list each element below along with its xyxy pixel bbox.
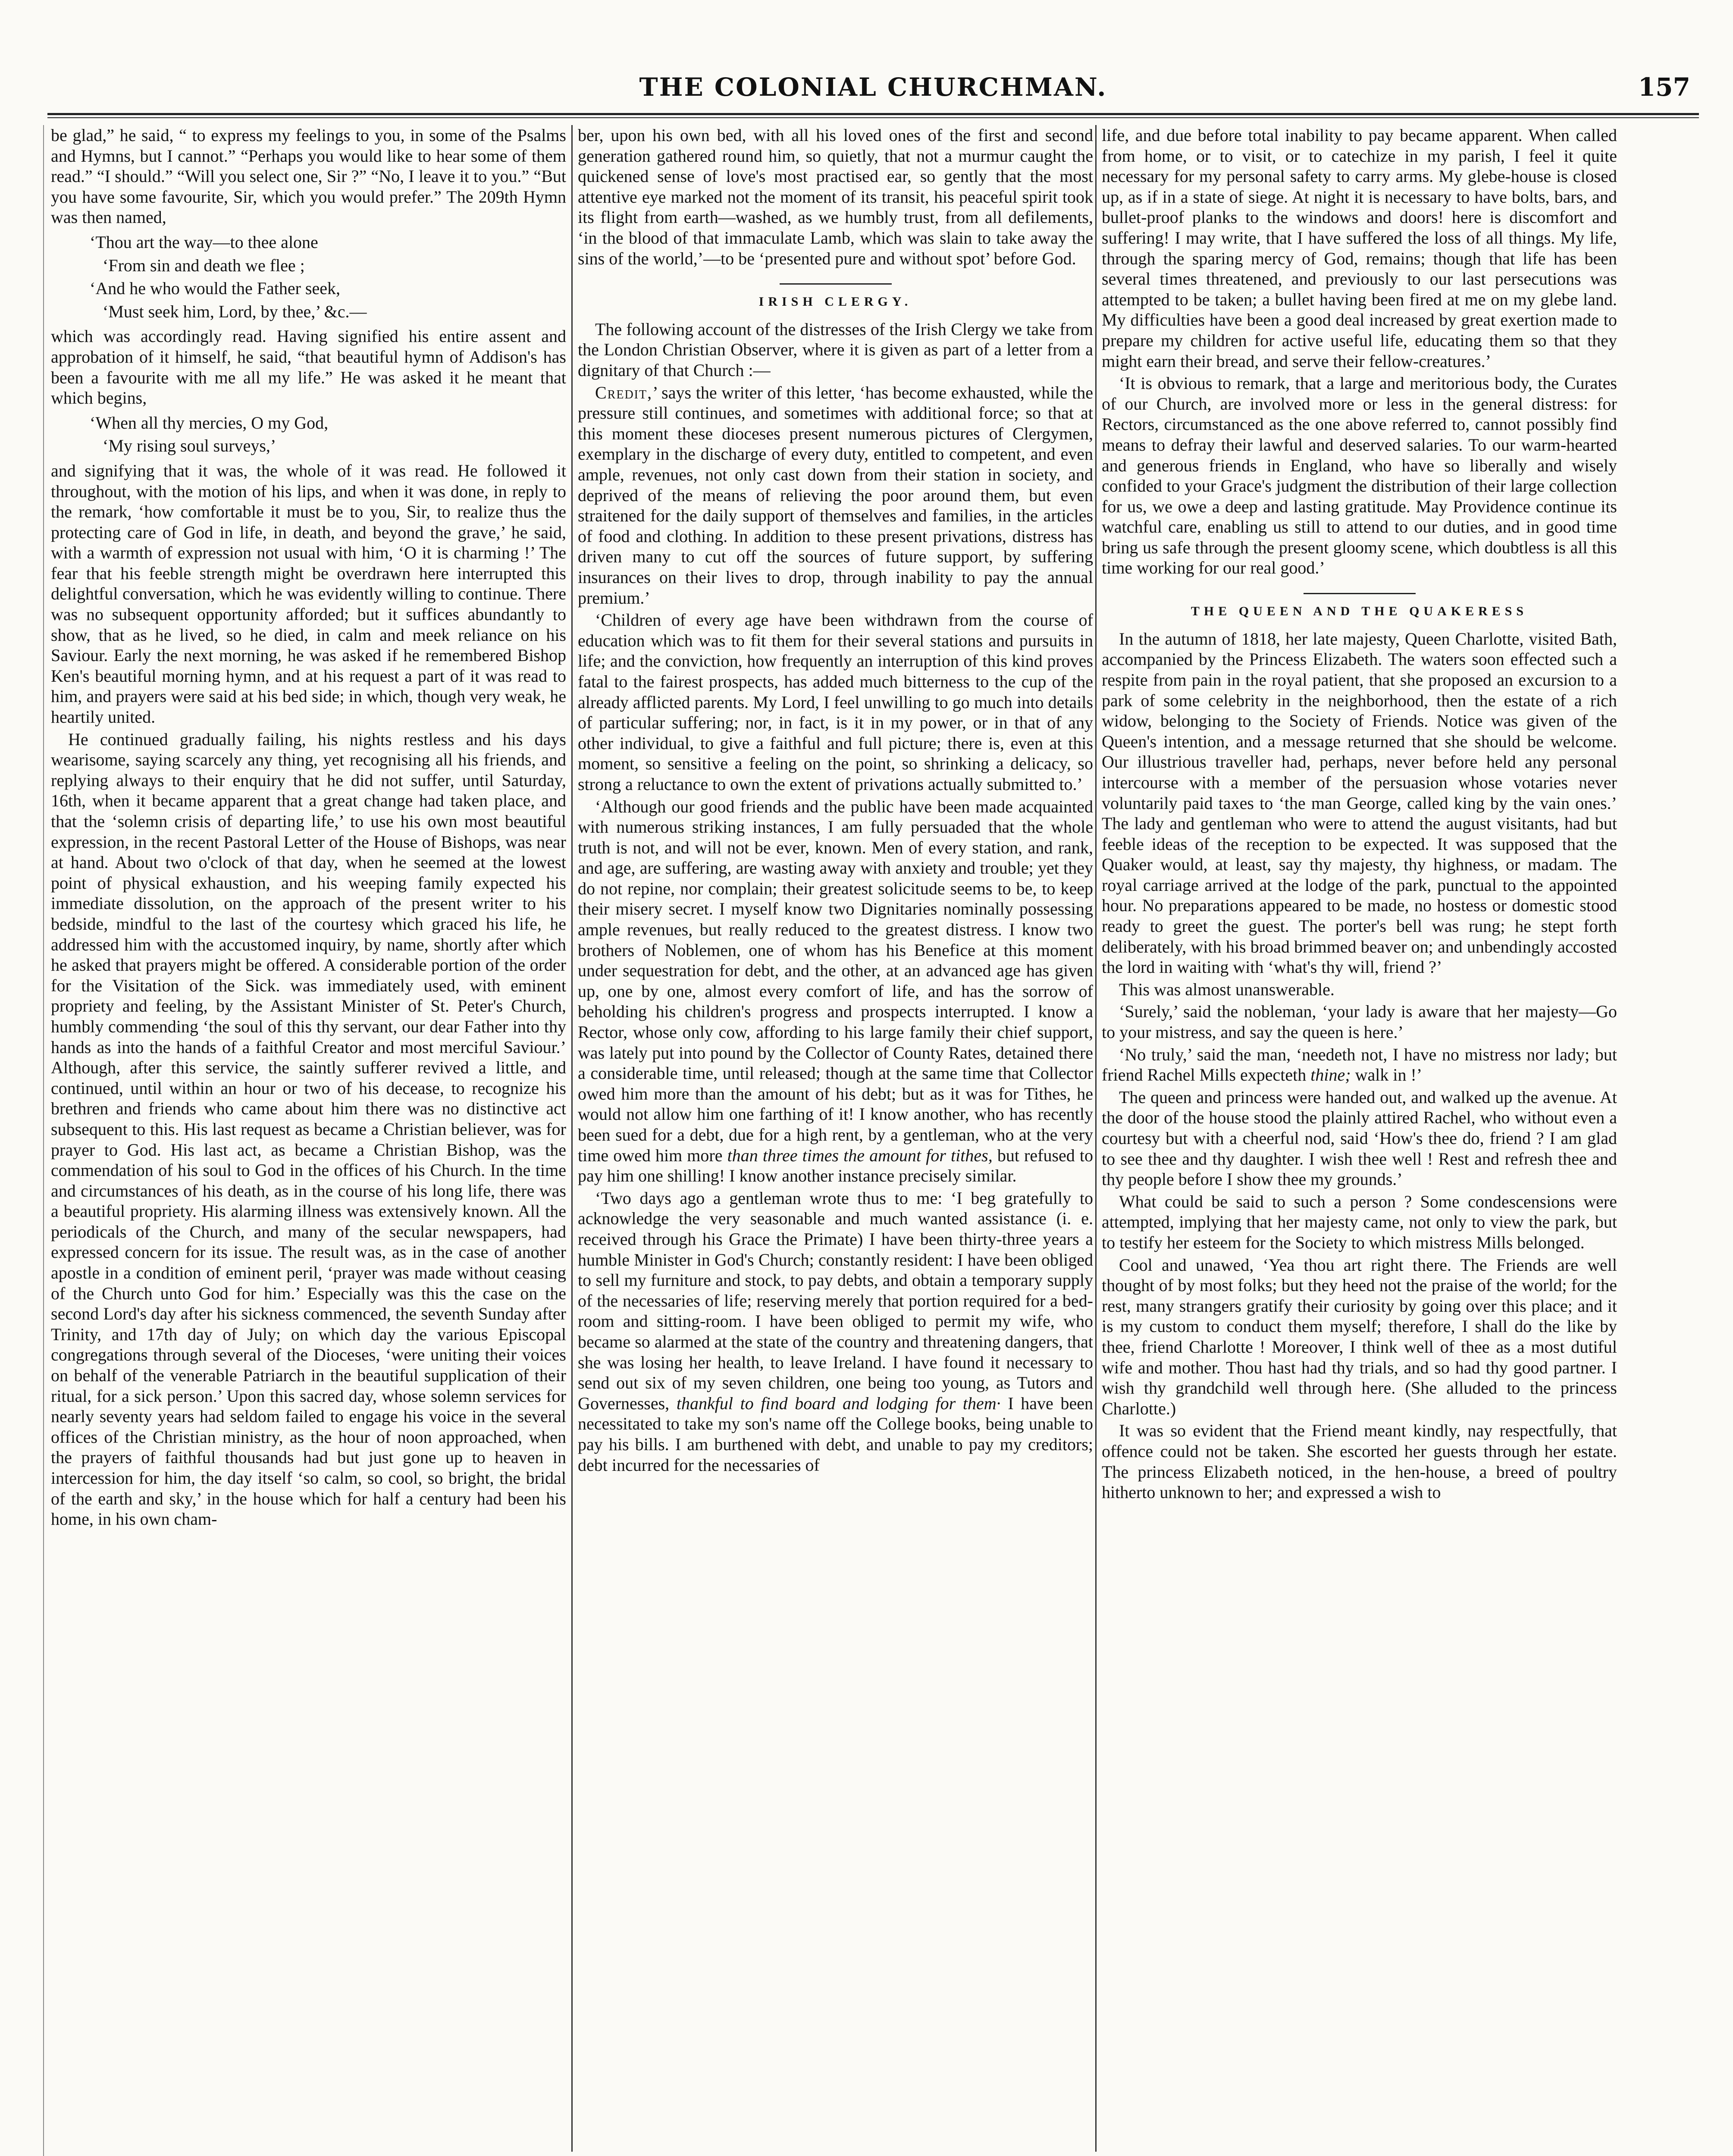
column-1 <box>51 125 566 2156</box>
column-divider-1 <box>571 125 573 2152</box>
page-header <box>47 65 1699 116</box>
header-rule <box>47 113 1699 115</box>
paragraph: ‘Surely,’ said the nobleman, ‘your lady is aware that her majesty—Go to your mistress, and say the queen is here.’ <box>1102 1002 1617 1042</box>
italic-text: thine; <box>1306 1065 1351 1085</box>
paragraph: What could be said to such a person ? Some condescensions were attempted, implying that her majesty came, not only to view the park, but to testify her esteem for the Society to which mistress Mills belonged. <box>1102 1191 1617 1252</box>
paragraph-intro: The following account of the distresses of the Irish Clergy we take from the London Christian Observer, where it is given as part of a letter from a dignitary of that Church :— <box>578 319 1093 380</box>
verse-line: ‘Thou art the way—to thee alone <box>90 232 318 252</box>
paragraph-text: walk in !’ <box>1351 1065 1423 1085</box>
verse-line: ‘And he who would the Father seek, <box>90 279 340 298</box>
column-3 <box>1102 125 1617 2156</box>
paragraph <box>1102 1044 1617 1085</box>
paragraph <box>578 1188 1093 1475</box>
paragraph-text: ‘Although our good friends and the public have been made acquainted with numerous striking instances, I am fully persuaded that the whole truth is not, and will not be ever, known. Men of every station, and rank, and age, are suffering, are wasting away with anxiety and trouble; yet they do not repine, nor complain; their greatest solicitude seems to be, to keep their misery secret. I myself know two Dignitaries nominally possessing ample revenues, but really reduced to the greatest distress. I know two brothers of Noblemen, one of whom has his Benefice at this moment under sequestration for debt, and the other, at an advanced age has given up, one by one, almost every comfort of life, and has the sorrow of beholding his children's progress and prospects interrupted. I know a Rector, whose only cow, affording to his large family their chief support, was lately put into pound by the Collector of County Rates, detained there a considerable time, until released; though at the same time that Collector owed him more than the amount of his debt; but as it was for Tithes, he would not allow him one farthing of it! I know another, who has recently been sued for a debt, due for a high rent, by a gentleman, who at the very time owed him more <box>578 796 1093 1165</box>
paragraph: be glad,” he said, “ to express my feelings to you, in some of the Psalms and Hymns, but I cannot.” “Perhaps you would like to hear some of them read.” “I should.” “Will you select one, Sir ?” “No, I leave it to you.” “But you have some favourite, Sir, which you would prefer.” The 209th Hymn was then named, <box>51 125 566 227</box>
paragraph: and signifying that it was, the whole of it was read. He followed it throughout, with the motion of his lips, and when it was done, in reply to the remark, ‘how comfortable it must be to you, Sir, to realize thus the protecting care of God in life, in death, and beyond the grave,’ he said, with a warmth of expression not usual with him, ‘O it is charming !’ The fear that his feeble strength might be overdrawn here interrupted this delightful conversation, which he was evidently willing to continue. There was no subsequent opportunity afforded; but it suffices abundantly to show, that as he lived, so he died, in calm and meek reliance on his Saviour. Early the next morning, he was asked if he remembered Bishop Ken's beautiful morning hymn, and at his request a part of it was read to him, and prayers were said at his bed side; in which, though very weak, he heartily united. <box>51 461 566 727</box>
paragraph: Cool and unawed, ‘Yea thou art right there. The Friends are well thought of by most folks; but they heed not the praise of the world; for the rest, many strangers gratify their curiosity by going over this place; and it is my custom to conduct them myself; therefore, I shall do the like by thee, friend Charlotte ! Moreover, I think well of thee as a most dutiful wife and mother. Thou hast had thy trials, and so had thy good partner. I wish thy grandchild well through here. (She alluded to the princess Charlotte.) <box>1102 1255 1617 1418</box>
verse-line: ‘From sin and death we flee ; <box>103 255 305 275</box>
section-rule <box>1304 593 1416 594</box>
section-title-queen-quakeress: THE QUEEN AND THE QUAKERESS <box>1191 604 1528 619</box>
hymn-verse-1 <box>51 232 566 322</box>
lead-word: Credit, <box>595 382 653 402</box>
header-rule-thin <box>47 117 1699 118</box>
masthead-title: THE COLONIAL CHURCHMAN. <box>639 72 1107 102</box>
paragraph <box>578 382 1093 608</box>
paragraph <box>578 796 1093 1186</box>
paragraph: ‘Children of every age have been withdrawn from the course of education which was to fit them for their several stations and pursuits in life; and the conviction, how frequently an interruption of this kind proves fatal to the fairest prospects, has added much bitterness to the cup of the already afflicted parents. My Lord, I feel unwilling to go much into details of particular suffering; nor, in fact, is it in my power, or in that of any other individual, to give a faithful and full picture; there is, even at this moment, so sensitive a feeling on the point, so shrinking a delicacy, so strong a reluctance to own the extent of privations actually submitted to.’ <box>578 610 1093 794</box>
paragraph: life, and due before total inability to pay became apparent. When called from home, or to visit, or to catechize in my parish, I feel it quite necessary for my personal safety to carry arms. My glebe-house is closed up, as if in a state of siege. At night it is necessary to have bolts, bars, and bullet-proof planks to the windows and doors! here is discomfort and suffering! I may write, that I have suffered the loss of all things. My life, through the sparing mercy of God, remains; though that life has been several times threatened, and previously to our last persecutions was attempted to be taken; a bullet having been fired at me on my glebe land. My difficulties have been a good deal increased by great exertion made to prepare my children for active useful life, educating them so that they might earn their bread, and serve their fellow-creatures.’ <box>1102 125 1617 371</box>
italic-text: thankful to find board and lodging for them· <box>669 1393 1001 1413</box>
section-title-irish-clergy: IRISH CLERGY. <box>758 295 912 309</box>
paragraph-text: ‘Two days ago a gentleman wrote thus to me: ‘I beg gratefully to acknowledge the very seasonable and much wanted assistance (i. e. received through his Grace the Primate) I have been thirty-three years a humble Minister in God's Church; constantly resident: I have been obliged to sell my furniture and stock, to pay debts, and obtain a temporary supply of the necessaries of life; reserving merely that portion required for a bed-room and sitting-room. I have been obliged to permit my wife, who became so alarmed at the state of the country and threatening dangers, that she was losing her health, to leave Ireland. I have found it necessary to send out six of my seven children, one being too young, as Tutors and Governesses, <box>578 1188 1093 1413</box>
paragraph-text: I have been necessitated to take my son's name off the College books, being unable to pay his bills. I am burthened with debt, and unable to pay my creditors; debt incurred for the necessaries of <box>578 1393 1093 1475</box>
column-2 <box>578 125 1093 2156</box>
verse-line: ‘Must seek him, Lord, by thee,’ &c.— <box>103 301 367 321</box>
paragraph: It was so evident that the Friend meant kindly, nay respectfully, that offence could not be taken. She escorted her guests through her estate. The princess Elizabeth noticed, in the hen-house, a breed of poultry hitherto unknown to her; and expressed a wish to <box>1102 1421 1617 1502</box>
page-number: 157 <box>1638 72 1690 102</box>
verse-line: ‘My rising soul surveys,’ <box>103 436 276 456</box>
paragraph: ber, upon his own bed, with all his loved ones of the first and second generation gathered round him, so quietly, that not a murmur caught the quickened sense of love's most practised ear, so gently that the most attentive eye marked not the moment of its transit, his peaceful spirit took its flight from earth—washed, as we humbly trust, from all defilements, ‘in the blood of that immaculate Lamb, which was slain to take away the sins of the world,’—to be ‘presented pure and without spot’ before God. <box>578 125 1093 268</box>
paragraph: This was almost unanswerable. <box>1119 979 1335 999</box>
column-divider-2 <box>1095 125 1097 2152</box>
paragraph-text: but refused to pay him one shilling! I know another instance precisely similar. <box>578 1145 1093 1186</box>
paragraph-text: ’ says the writer of this letter, ‘has become exhausted, while the pressure still continues, and sometimes with additional force; so that at this moment these dioceses present numerous pictures of Clergymen, exemplary in the discharge of every duty, entitled to competent, and even ample, revenues, not only cast down from their station in society, and deprived of the means of relieving the poor around them, but even straitened for the daily support of themselves and families, in the articles of food and clothing. In addition to these present privations, distress has driven many to cut off the sources of future support, by suffering insurances on their lives to drop, through inability to pay the annual premium.’ <box>578 382 1093 608</box>
hymn-verse-2 <box>51 413 566 456</box>
paragraph: He continued gradually failing, his nights restless and his days wearisome, saying scarcely any thing, yet recognising all his friends, and replying always to their enquiry that he did not suffer, until Saturday, 16th, when it became apparent that a great change had taken place, and that the ‘solemn crisis of departing life,’ to use his own most beautiful expression, in the recent Pastoral Letter of the House of Bishops, was near at hand. About two o'clock of that day, when he seemed at the lowest point of physical exhaustion, and his weeping family expected his immediate dissolution, on the approach of the present writer to his bedside, mindful to the last of the courtesy which graced his life, he addressed him with the accustomed inquiry, by name, shortly after which he asked that prayers might be offered. A considerable portion of the order for the Visitation of the Sick. was immediately used, with eminent propriety and feeling, by the Assistant Minister of St. Peter's Church, humbly commending ‘the soul of this thy servant, our dear Father into thy hands as into the hands of a faithful Creator and most merciful Saviour.’ Although, after this service, the saintly sufferer revived a little, and continued, until within an hour or two of his decease, to recognize his brethren and friends who came about him there was no distinctive act subsequent to this. His last request as became a Christian believer, was for prayer to God. His last act, as became a Christian Bishop, was the commendation of his soul to God in the offices of his Church. In the time and circumstances of his death, as in the course of his long life, there was a beautiful propriety. His alarming illness was extensively known. All the periodicals of the Church, and many of the secular newspapers, had expressed concern for its issue. The result was, as in the case of another apostle in a condition of eminent peril, ‘prayer was made without ceasing of the Church unto God for him.’ Especially was this the case on the second Lord's day after his sickness commenced, the seventh Sunday after Trinity, and 17th day of July; on which day the various Episcopal congregations through several of the Dioceses, ‘were uniting their voices on behalf of the venerable Patriarch in the beautiful supplication of their ritual, for a sick person.’ Upon this sacred day, whose solemn services for nearly seventy years had seldom failed to engage his voice in the several offices of the Christian ministry, as the hour of noon approached, when the prayers of faithful thousands had but just gone up to heaven in intercession for him, the day itself ‘so calm, so cool, so bright, the bridal of the earth and sky,’ in the house which for half a century had been his home, in his own cham- <box>51 729 566 1529</box>
paragraph: In the autumn of 1818, her late majesty, Queen Charlotte, visited Bath, accompanied by the Princess Elizabeth. The waters soon effected such a respite from pain in the royal patient, that she proposed an excursion to a park of some celebrity in the neighborhood, then the estate of a rich widow, belonging to the Society of Friends. Notice was given of the Queen's intention, and a message returned that she should be welcome. Our illustrious traveller had, perhaps, never before held any personal intercourse with a member of the persuasion whose votaries never voluntarily paid taxes to ‘the man George, called king by the vain ones.’ The lady and gentleman who were to attend the august visitants, had but feeble ideas of the reception to be expected. It was supposed that the Quaker would, at least, say thy majesty, thy highness, or madam. The royal carriage arrived at the lodge of the park, punctual to the appointed hour. No preparations appeared to be made, no hostess or domestic stood ready to greet the guest. The porter's bell was rung; he stept forth deliberately, with his broad brimmed beaver on; and unbendingly accosted the lord in waiting with ‘what's thy will, friend ?’ <box>1102 629 1617 977</box>
italic-text: than three times the amount for tithes, <box>722 1145 993 1165</box>
section-rule <box>780 283 892 285</box>
verse-line: ‘When all thy mercies, O my God, <box>90 413 329 432</box>
paragraph: The queen and princess were handed out, and walked up the avenue. At the door of the house stood the plainly attired Rachel, who without even a courtesy but with a cheerful nod, said ‘How's thee do, friend ? I am glad to see thee and thy daughter. I wish thee well ! Rest and refresh thee and thy people before I show thee my grounds.’ <box>1102 1087 1617 1189</box>
paragraph: ‘It is obvious to remark, that a large and meritorious body, the Curates of our Church, are involved more or less in the general distress: for Rectors, circumstanced as the one above referred to, cannot possibly find means to defray their lawful and deserved salaries. To our warm-hearted and generous friends in England, who have so liberally and wisely confided to your Grace's judgment the distribution of their large collection for us, we owe a deep and lasting gratitude. May Providence continue its watchful care, enabling us still to attend to our duties, and in good time bring us safe through the present gloomy scene, which doubtless is all this time working for our real good.’ <box>1102 373 1617 578</box>
paragraph: which was accordingly read. Having signified his entire assent and approbation of it himself, he said, “that beautiful hymn of Addison's has been a favourite with me all my life.” He was asked it he meant that which begins, <box>51 326 566 408</box>
paragraph-text: ‘No truly,’ said the man, ‘needeth not, I have no mistress nor lady; but friend Rachel Mills expecteth <box>1102 1044 1617 1085</box>
left-margin-line <box>43 125 44 2156</box>
